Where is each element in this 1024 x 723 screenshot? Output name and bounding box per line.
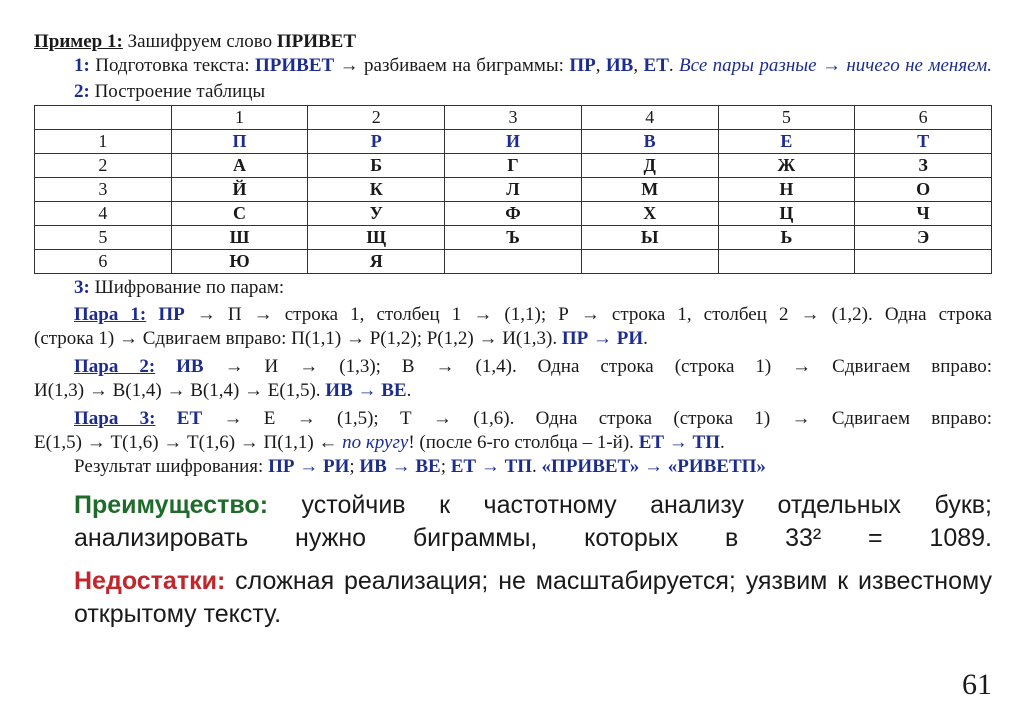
table-col-header: 1 [171,106,308,130]
example-text: Зашифруем слово [122,31,277,52]
table-cell [445,250,582,274]
pair1-text2: (строка 1) → Сдвигаем вправо: П(1,1) → Р(1,2); Р(1,2) → И(1,3). [34,328,562,349]
result-r3: ЕТ → ТП [450,456,533,477]
pair2-line2 [34,379,992,403]
pair2-end: . [406,380,412,401]
table-cell: Ю [171,250,308,274]
table-cell: О [855,178,992,202]
pair3-result: ЕТ → ТП [638,432,720,453]
example-label: Пример 1: [34,31,123,52]
table-cell: Й [171,178,308,202]
step2-text: Построение таблицы [89,81,266,102]
table-row [35,154,992,178]
table-cell: М [581,178,718,202]
pair1-line2 [34,327,992,351]
table-cell: Щ [308,226,445,250]
table-cell: Ч [855,202,992,226]
table-cell: Х [581,202,718,226]
result-final: «ПРИВЕТ» → «РИВЕТП» [541,456,766,477]
table-cell: Л [445,178,582,202]
table-cell: Д [581,154,718,178]
result-text: Результат шифрования: [74,456,269,477]
table-cell: К [308,178,445,202]
table-cell [718,250,855,274]
pair2-result: ИВ → ВЕ [325,380,407,401]
step1-label: 1: [74,55,90,76]
result-sep1: ; [349,456,360,477]
table-cell: Я [308,250,445,274]
pair1-bigram: ПР [158,304,185,325]
table-row-header: 2 [35,154,172,178]
table-col-header: 5 [718,106,855,130]
table-col-header: 6 [855,106,992,130]
table-row-header: 1 [35,130,172,154]
advantage-block [34,489,992,555]
table-cell: Ш [171,226,308,250]
table-cell: П [171,130,308,154]
pair3-line1 [34,407,992,431]
drawbacks-text: сложная реализация; не масштабируется; уязвим к известному открытому тексту. [74,567,992,628]
slide-content [34,30,992,631]
table-row [35,202,992,226]
table-cell: Ы [581,226,718,250]
step3-label: 3: [74,277,90,298]
table-col-header: 3 [445,106,582,130]
table-row [35,226,992,250]
step3-line [34,276,992,300]
table-cell: Ф [445,202,582,226]
table-cell: З [855,154,992,178]
pair3-text2: Е(1,5) → Т(1,6) → Т(1,6) → П(1,1) ← [34,432,343,453]
pair1-label: Пара 1: [74,304,147,325]
table-cell: В [581,130,718,154]
pair1-text1: → П → строка 1, столбец 1 → (1,1); Р → строка 1, столбец 2 → (1,2). Одна строка [184,304,992,325]
result-r2: ИВ → ВЕ [359,456,441,477]
table-cell: Э [855,226,992,250]
table-cell [855,250,992,274]
pair3-line2 [34,431,992,455]
table-cell: Р [308,130,445,154]
result-sep2: ; [440,456,451,477]
result-sep3: . [532,456,542,477]
table-cell: С [171,202,308,226]
step1-text: Подготовка текста: [89,55,256,76]
table-cell: Ц [718,202,855,226]
example-title [34,30,992,54]
result-r1: ПР → РИ [268,456,350,477]
pair2-label: Пара 2: [74,356,156,377]
pair2-line1 [34,355,992,379]
table-row [35,178,992,202]
drawbacks-block [34,565,992,631]
table-row-header: 6 [35,250,172,274]
table-cell: А [171,154,308,178]
pair2-bigram: ИВ [176,356,204,377]
step1-text2: разбиваем на биграммы: [364,55,570,76]
pair1-end: . [643,328,648,349]
table-row-header: 5 [35,226,172,250]
bigram-et: ЕТ [643,55,669,76]
table-cell: Г [445,154,582,178]
pair3-text2b: ! (после 6-го столбца – 1-й). [408,432,639,453]
pair1-result: ПР → РИ [561,328,644,349]
pair2-text2: И(1,3) → В(1,4) → В(1,4) → Е(1,5). [34,380,326,401]
page-number: 61 [962,668,992,701]
table-cell: Е [718,130,855,154]
table-cell [581,250,718,274]
drawbacks-label: Недостатки: [74,567,226,595]
result-line [34,455,992,479]
table-corner-cell [35,106,172,130]
step1-word: ПРИВЕТ [255,55,335,76]
advantage-label: Преимущество: [74,491,269,519]
pair2-text1: → И → (1,3); В → (1,4). Одна строка (строка 1) → Сдвигаем вправо: [203,356,992,377]
advantage-text: устойчив к частотному анализу отдельных букв; анализировать нужно биграммы, которых в 33² = 1089. [74,491,992,552]
pair3-bigram: ЕТ [176,408,203,429]
example-word: ПРИВЕТ [276,31,357,52]
table-cell: Н [718,178,855,202]
pair3-circle: по кругу [342,432,409,453]
table-cell: У [308,202,445,226]
step2-line [34,80,992,104]
step1-line1: 1: Подготовка текста: ПРИВЕТ → разбиваем на биграммы: ПР, ИВ, ЕТ. Все пары разные → ничего не меняем. [74,55,993,76]
step3-text: Шифрование по парам: [89,277,285,298]
table-cell: И [445,130,582,154]
table-row [35,250,992,274]
table-cell: Ж [718,154,855,178]
table-col-header: 2 [308,106,445,130]
pair1-line1 [34,303,992,327]
pair3-label: Пара 3: [74,408,156,429]
table-cell: Ь [718,226,855,250]
table-row-header: 4 [35,202,172,226]
bigram-iv: ИВ [605,55,634,76]
bigram-pr: ПР [569,55,596,76]
pair3-text1: → Е → (1,5); Т → (1,6). Одна строка (строка 1) → Сдвигаем вправо: [202,408,992,429]
table-cell: Ъ [445,226,582,250]
step1-arrow: → [334,55,365,76]
step1-note: Все пары разные → ничего не меняем. [679,55,993,76]
table-header-row [35,106,992,130]
pair3-end: . [720,432,725,453]
step2-label: 2: [74,81,90,102]
table-cell: Т [855,130,992,154]
cipher-table [34,105,992,274]
table-cell: Б [308,154,445,178]
table-row [35,130,992,154]
table-row-header: 3 [35,178,172,202]
table-col-header: 4 [581,106,718,130]
